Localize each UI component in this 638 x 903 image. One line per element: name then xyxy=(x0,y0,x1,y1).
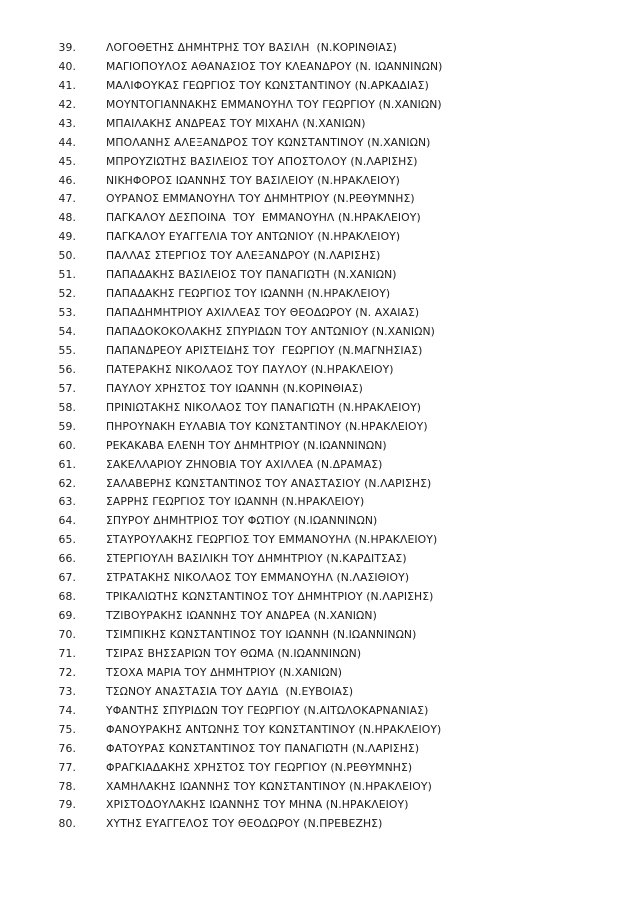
list-item xyxy=(0,417,638,436)
entry-name: ΦΑΝΟΥΡΑΚΗΣ ΑΝΤΩΝΗΣ ΤΟΥ ΚΩΝΣΤΑΝΤΙΝΟΥ (Ν.ΗΡΑΚΛΕΙΟΥ) xyxy=(106,722,442,736)
entry-number: 78. xyxy=(58,779,76,793)
list-item xyxy=(0,152,638,171)
entry-name: ΠΑΠΑΔΟΚΟΚΟΛΑΚΗΣ ΣΠΥΡΙΔΩΝ ΤΟΥ ΑΝΤΩΝΙΟΥ (Ν.ΧΑΝΙΩΝ) xyxy=(106,325,435,339)
entry-number: 52. xyxy=(58,287,76,301)
entry-name: ΠΑΓΚΑΛΟΥ ΔΕΣΠΟΙΝΑ ΤΟΥ ΕΜΜΑΝΟΥΗΛ (Ν.ΗΡΑΚΛΕΙΟΥ) xyxy=(106,211,421,225)
list-item xyxy=(0,95,638,114)
list-item xyxy=(0,644,638,663)
entry-name: ΜΠΡΟΥΖΙΩΤΗΣ ΒΑΣΙΛΕΙΟΣ ΤΟΥ ΑΠΟΣΤΟΛΟΥ (Ν.ΛΑΡΙΣΗΣ) xyxy=(106,154,418,168)
list-item xyxy=(0,227,638,246)
entry-name: ΣΑΚΕΛΛΑΡΙΟΥ ΖΗΝΟΒΙΑ ΤΟΥ ΑΧΙΛΛΕΑ (Ν.ΔΡΑΜΑΣ) xyxy=(106,457,383,471)
entry-number: 63. xyxy=(58,495,76,509)
entry-name: ΣΤΑΥΡΟΥΛΑΚΗΣ ΓΕΩΡΓΙΟΣ ΤΟΥ ΕΜΜΑΝΟΥΗΛ (Ν.ΗΡΑΚΛΕΙΟΥ) xyxy=(106,533,438,547)
list-item xyxy=(0,530,638,549)
list-item xyxy=(0,284,638,303)
list-item xyxy=(0,511,638,530)
entry-number: 55. xyxy=(58,343,76,357)
entry-number: 59. xyxy=(58,419,76,433)
entry-number: 80. xyxy=(58,817,76,831)
entry-number: 57. xyxy=(58,381,76,395)
entry-name: ΤΣΙΡΑΣ ΒΗΣΣΑΡΙΩΝ ΤΟΥ ΘΩΜΑ (Ν.ΙΩΑΝΝΙΝΩΝ) xyxy=(106,646,362,660)
entry-name: ΠΑΠΑΔΗΜΗΤΡΙΟΥ ΑΧΙΛΛΕΑΣ ΤΟΥ ΘΕΟΔΩΡΟΥ (Ν. ΑΧΑΙΑΣ) xyxy=(106,306,420,320)
entry-name: ΣΠΥΡΟΥ ΔΗΜΗΤΡΙΟΣ ΤΟΥ ΦΩΤΙΟΥ (Ν.ΙΩΑΝΝΙΝΩΝ) xyxy=(106,514,378,528)
entry-number: 60. xyxy=(58,438,76,452)
entry-name: ΠΑΠΑΔΑΚΗΣ ΒΑΣΙΛΕΙΟΣ ΤΟΥ ΠΑΝΑΓΙΩΤΗ (Ν.ΧΑΝΙΩΝ) xyxy=(106,268,397,282)
entry-name: ΦΑΤΟΥΡΑΣ ΚΩΝΣΤΑΝΤΙΝΟΣ ΤΟΥ ΠΑΝΑΓΙΩΤΗ (Ν.ΛΑΡΙΣΗΣ) xyxy=(106,741,420,755)
list-item xyxy=(0,587,638,606)
entry-name: ΦΡΑΓΚΙΑΔΑΚΗΣ ΧΡΗΣΤΟΣ ΤΟΥ ΓΕΩΡΓΙΟΥ (Ν.ΡΕΘΥΜΝΗΣ) xyxy=(106,760,413,774)
entry-name: ΣΤΡΑΤΑΚΗΣ ΝΙΚΟΛΑΟΣ ΤΟΥ ΕΜΜΑΝΟΥΗΛ (Ν.ΛΑΣΙΘΙΟΥ) xyxy=(106,571,410,585)
entry-number: 75. xyxy=(58,722,76,736)
entry-name: ΟΥΡΑΝΟΣ ΕΜΜΑΝΟΥΗΛ ΤΟΥ ΔΗΜΗΤΡΙΟΥ (Ν.ΡΕΘΥΜΝΗΣ) xyxy=(106,192,415,206)
entry-number: 53. xyxy=(58,306,76,320)
list-item xyxy=(0,549,638,568)
list-item xyxy=(0,436,638,455)
list-item xyxy=(0,568,638,587)
list-item xyxy=(0,114,638,133)
entry-number: 40. xyxy=(58,59,76,73)
entry-number: 56. xyxy=(58,362,76,376)
entry-number: 39. xyxy=(58,40,76,54)
entry-name: ΣΑΛΑΒΕΡΗΣ ΚΩΝΣΤΑΝΤΙΝΟΣ ΤΟΥ ΑΝΑΣΤΑΣΙΟΥ (Ν.ΛΑΡΙΣΗΣ) xyxy=(106,476,432,490)
list-item xyxy=(0,720,638,739)
list-item xyxy=(0,303,638,322)
entry-number: 66. xyxy=(58,552,76,566)
list-item xyxy=(0,57,638,76)
list-item xyxy=(0,758,638,777)
entry-number: 74. xyxy=(58,703,76,717)
list-item xyxy=(0,133,638,152)
entry-name: ΠΑΥΛΟΥ ΧΡΗΣΤΟΣ ΤΟΥ ΙΩΑΝΝΗ (Ν.ΚΟΡΙΝΘΙΑΣ) xyxy=(106,381,363,395)
list-item xyxy=(0,474,638,493)
list-item xyxy=(0,341,638,360)
list-item xyxy=(0,379,638,398)
list-item xyxy=(0,246,638,265)
entry-number: 71. xyxy=(58,646,76,660)
entry-name: ΣΑΡΡΗΣ ΓΕΩΡΓΙΟΣ ΤΟΥ ΙΩΑΝΝΗ (Ν.ΗΡΑΚΛΕΙΟΥ) xyxy=(106,495,365,509)
list-item xyxy=(0,701,638,720)
entry-name: ΜΑΓΙΟΠΟΥΛΟΣ ΑΘΑΝΑΣΙΟΣ ΤΟΥ ΚΛΕΑΝΔΡΟΥ (Ν. ΙΩΑΝΝΙΝΩΝ) xyxy=(106,59,443,73)
entry-name: ΠΑΤΕΡΑΚΗΣ ΝΙΚΟΛΑΟΣ ΤΟΥ ΠΑΥΛΟΥ (Ν.ΗΡΑΚΛΕΙΟΥ) xyxy=(106,362,394,376)
entry-name: ΧΡΙΣΤΟΔΟΥΛΑΚΗΣ ΙΩΑΝΝΗΣ ΤΟΥ ΜΗΝΑ (Ν.ΗΡΑΚΛΕΙΟΥ) xyxy=(106,798,409,812)
entry-name: ΠΡΙΝΙΩΤΑΚΗΣ ΝΙΚΟΛΑΟΣ ΤΟΥ ΠΑΝΑΓΙΩΤΗ (Ν.ΗΡΑΚΛΕΙΟΥ) xyxy=(106,400,422,414)
entry-number: 69. xyxy=(58,609,76,623)
entry-number: 49. xyxy=(58,230,76,244)
entry-name: ΤΣΩΝΟΥ ΑΝΑΣΤΑΣΙΑ ΤΟΥ ΔΑΥΙΔ (Ν.ΕΥΒΟΙΑΣ) xyxy=(106,684,354,698)
list-item xyxy=(0,493,638,512)
entry-number: 46. xyxy=(58,173,76,187)
entry-number: 50. xyxy=(58,249,76,263)
entry-name: ΥΦΑΝΤΗΣ ΣΠΥΡΙΔΩΝ ΤΟΥ ΓΕΩΡΓΙΟΥ (Ν.ΑΙΤΩΛΟΚΑΡΝΑΝΙΑΣ) xyxy=(106,703,429,717)
list-item xyxy=(0,682,638,701)
entry-number: 67. xyxy=(58,571,76,585)
entry-number: 41. xyxy=(58,78,76,92)
list-item xyxy=(0,190,638,209)
entry-name: ΜΠΟΛΑΝΗΣ ΑΛΕΞΑΝΔΡΟΣ ΤΟΥ ΚΩΝΣΤΑΝΤΙΝΟΥ (Ν.ΧΑΝΙΩΝ) xyxy=(106,135,431,149)
entry-name: ΜΟΥΝΤΟΓΙΑΝΝΑΚΗΣ ΕΜΜΑΝΟΥΗΛ ΤΟΥ ΓΕΩΡΓΙΟΥ (Ν.ΧΑΝΙΩΝ) xyxy=(106,97,442,111)
entry-number: 42. xyxy=(58,97,76,111)
entry-name: ΧΥΤΗΣ ΕΥΑΓΓΕΛΟΣ ΤΟΥ ΘΕΟΔΩΡΟΥ (Ν.ΠΡΕΒΕΖΗΣ) xyxy=(106,817,383,831)
list-item xyxy=(0,663,638,682)
entry-number: 47. xyxy=(58,192,76,206)
entry-number: 58. xyxy=(58,400,76,414)
entry-number: 48. xyxy=(58,211,76,225)
list-item xyxy=(0,796,638,815)
entry-name: ΠΑΠΑΔΑΚΗΣ ΓΕΩΡΓΙΟΣ ΤΟΥ ΙΩΑΝΝΗ (Ν.ΗΡΑΚΛΕΙΟΥ) xyxy=(106,287,391,301)
entry-name: ΤΣΙΜΠΙΚΗΣ ΚΩΝΣΤΑΝΤΙΝΟΣ ΤΟΥ ΙΩΑΝΝΗ (Ν.ΙΩΑΝΝΙΝΩΝ) xyxy=(106,628,417,642)
entry-number: 68. xyxy=(58,590,76,604)
entry-name: ΝΙΚΗΦΟΡΟΣ ΙΩΑΝΝΗΣ ΤΟΥ ΒΑΣΙΛΕΙΟΥ (Ν.ΗΡΑΚΛΕΙΟΥ) xyxy=(106,173,400,187)
entry-name: ΣΤΕΡΓΙΟΥΛΗ ΒΑΣΙΛΙΚΗ ΤΟΥ ΔΗΜΗΤΡΙΟΥ (Ν.ΚΑΡΔΙΤΣΑΣ) xyxy=(106,552,407,566)
entry-name: ΧΑΜΗΛΑΚΗΣ ΙΩΑΝΝΗΣ ΤΟΥ ΚΩΝΣΤΑΝΤΙΝΟΥ (Ν.ΗΡΑΚΛΕΙΟΥ) xyxy=(106,779,432,793)
list-item xyxy=(0,76,638,95)
entry-name: ΜΑΛΙΦΟΥΚΑΣ ΓΕΩΡΓΙΟΣ ΤΟΥ ΚΩΝΣΤΑΝΤΙΝΟΥ (Ν.ΑΡΚΑΔΙΑΣ) xyxy=(106,78,429,92)
list-item xyxy=(0,208,638,227)
list-item xyxy=(0,625,638,644)
entry-number: 44. xyxy=(58,135,76,149)
list-item xyxy=(0,265,638,284)
entry-number: 70. xyxy=(58,628,76,642)
entry-name: ΠΗΡΟΥΝΑΚΗ ΕΥΛΑΒΙΑ ΤΟΥ ΚΩΝΣΤΑΝΤΙΝΟΥ (Ν.ΗΡΑΚΛΕΙΟΥ) xyxy=(106,419,428,433)
list-item xyxy=(0,606,638,625)
entry-number: 73. xyxy=(58,684,76,698)
list-item xyxy=(0,322,638,341)
entry-name: ΤΖΙΒΟΥΡΑΚΗΣ ΙΩΑΝΝΗΣ ΤΟΥ ΑΝΔΡΕΑ (Ν.ΧΑΝΙΩΝ) xyxy=(106,609,377,623)
entry-number: 77. xyxy=(58,760,76,774)
entry-number: 64. xyxy=(58,514,76,528)
entry-name: ΤΡΙΚΑΛΙΩΤΗΣ ΚΩΝΣΤΑΝΤΙΝΟΣ ΤΟΥ ΔΗΜΗΤΡΙΟΥ (Ν.ΛΑΡΙΣΗΣ) xyxy=(106,590,434,604)
numbered-name-list xyxy=(0,38,638,833)
entry-number: 62. xyxy=(58,476,76,490)
list-item xyxy=(0,814,638,833)
list-item xyxy=(0,455,638,474)
entry-name: ΠΑΛΛΑΣ ΣΤΕΡΓΙΟΣ ΤΟΥ ΑΛΕΞΑΝΔΡΟΥ (Ν.ΛΑΡΙΣΗΣ) xyxy=(106,249,381,263)
list-item xyxy=(0,739,638,758)
entry-number: 65. xyxy=(58,533,76,547)
entry-number: 43. xyxy=(58,116,76,130)
list-item xyxy=(0,777,638,796)
entry-name: ΠΑΠΑΝΔΡΕΟΥ ΑΡΙΣΤΕΙΔΗΣ ΤΟΥ ΓΕΩΡΓΙΟΥ (Ν.ΜΑΓΝΗΣΙΑΣ) xyxy=(106,343,423,357)
entry-name: ΜΠΑΙΛΑΚΗΣ ΑΝΔΡΕΑΣ ΤΟΥ ΜΙΧΑΗΛ (Ν.ΧΑΝΙΩΝ) xyxy=(106,116,366,130)
entry-number: 45. xyxy=(58,154,76,168)
entry-number: 76. xyxy=(58,741,76,755)
entry-number: 72. xyxy=(58,665,76,679)
entry-name: ΡΕΚΑΚΑΒΑ ΕΛΕΝΗ ΤΟΥ ΔΗΜΗΤΡΙΟΥ (Ν.ΙΩΑΝΝΙΝΩΝ) xyxy=(106,438,387,452)
list-item xyxy=(0,38,638,57)
entry-number: 61. xyxy=(58,457,76,471)
list-item xyxy=(0,360,638,379)
entry-name: ΠΑΓΚΑΛΟΥ ΕΥΑΓΓΕΛΙΑ ΤΟΥ ΑΝΤΩΝΙΟΥ (Ν.ΗΡΑΚΛΕΙΟΥ) xyxy=(106,230,401,244)
entry-number: 54. xyxy=(58,325,76,339)
list-item xyxy=(0,171,638,190)
entry-name: ΛΟΓΟΘΕΤΗΣ ΔΗΜΗΤΡΗΣ ΤΟΥ ΒΑΣΙΛΗ (Ν.ΚΟΡΙΝΘΙΑΣ) xyxy=(106,40,397,54)
entry-number: 51. xyxy=(58,268,76,282)
entry-number: 79. xyxy=(58,798,76,812)
entry-name: ΤΣΟΧΑ ΜΑΡΙΑ ΤΟΥ ΔΗΜΗΤΡΙΟΥ (Ν.ΧΑΝΙΩΝ) xyxy=(106,665,343,679)
list-item xyxy=(0,398,638,417)
